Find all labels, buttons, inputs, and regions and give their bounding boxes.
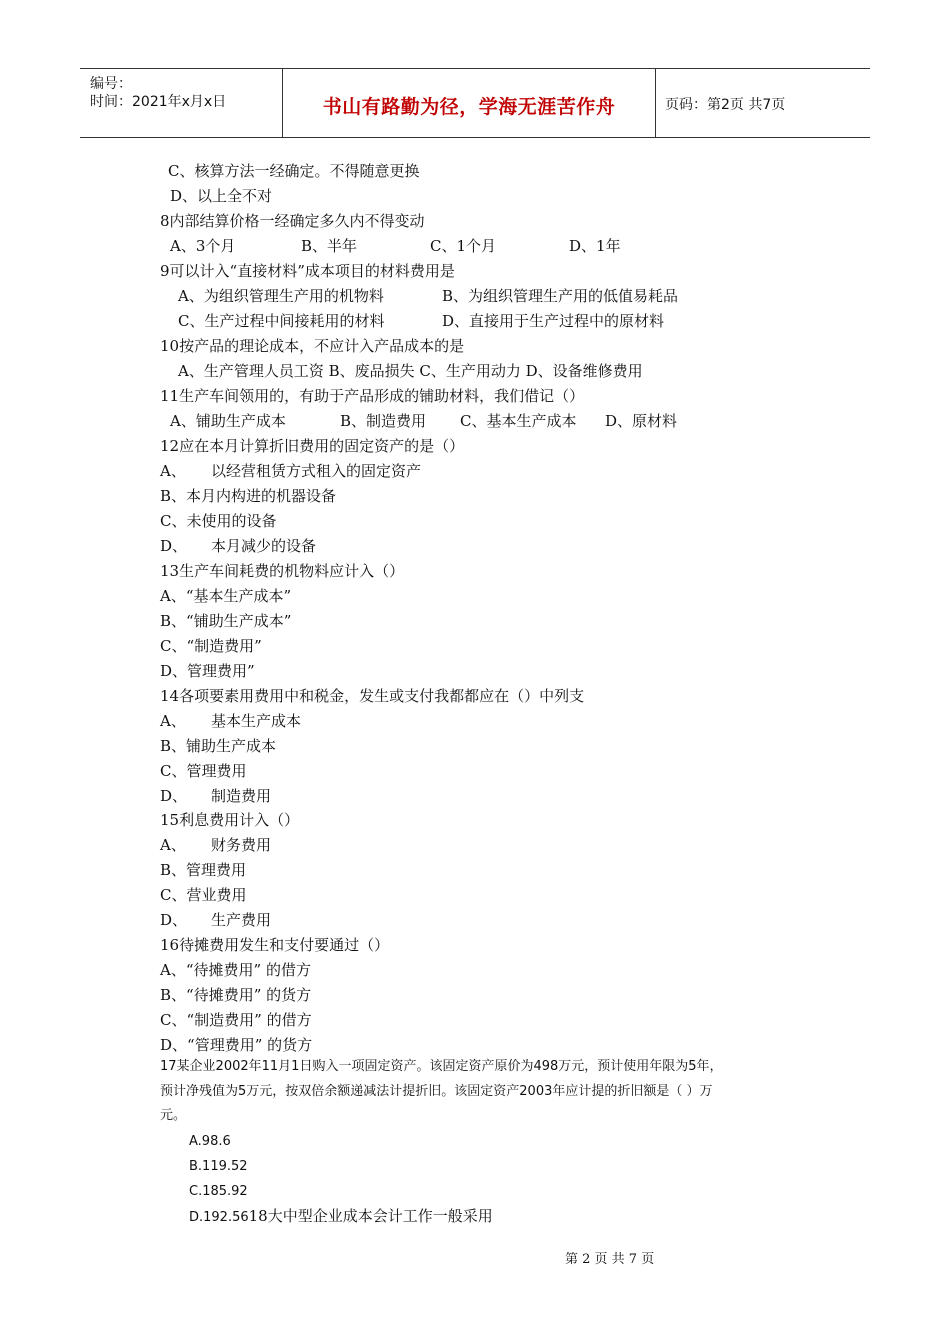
option: A、“基本生产成本” <box>160 587 292 605</box>
question-11: 11生产车间领用的，有助于产品形成的铺助材料，我们借记（） <box>160 387 585 405</box>
question-18: 18大中型企业成本会计工作一般采用 <box>248 1207 493 1225</box>
option: B、制造费用 <box>340 412 427 430</box>
question-14: 14各项要素用费用中和税金，发生或支付我都都应在（）中列支 <box>160 687 585 705</box>
option-letter: D、 <box>160 911 188 929</box>
text-line: C、核算方法一经确定。不得随意更换 <box>168 162 420 180</box>
header-right-cell <box>655 69 870 137</box>
option-text: 以经营租赁方式租入的固定资产 <box>211 462 422 480</box>
option: B、铺助生产成本 <box>160 737 277 755</box>
option-with-question-18 <box>189 1206 493 1228</box>
option: C、1个月 <box>430 237 497 255</box>
option: A、铺助生产成本 <box>170 412 286 430</box>
option: D.192.56 <box>189 1210 249 1225</box>
option-line <box>301 236 357 256</box>
option-line <box>170 236 235 256</box>
option: D、1年 <box>569 237 621 255</box>
option: B、管理费用 <box>160 861 247 879</box>
option-line <box>430 236 496 256</box>
option: B、本月内构进的机器设备 <box>160 487 337 505</box>
option: A、3个月 <box>170 237 236 255</box>
page-header <box>80 68 870 138</box>
header-motto-cell <box>282 69 656 137</box>
question-17-line-3: 元。 <box>160 1108 187 1123</box>
page-footer: 第 2 页 共 7 页 <box>565 1252 655 1267</box>
option-text: 制造费用 <box>211 787 272 805</box>
option: A、“待摊费用” 的借方 <box>160 961 311 979</box>
option: D、直接用于生产过程中的原材料 <box>442 312 665 330</box>
question-9: 9可以计入“直接材料”成本项目的材料费用是 <box>160 262 455 280</box>
motto-text: 书山有路勤为径，学海无涯苦作舟 <box>322 96 616 118</box>
page-info: 页码：第2页 共7页 <box>665 97 786 113</box>
option: C、“制造费用” 的借方 <box>160 1011 312 1029</box>
question-8: 8内部结算价格一经确定多久内不得变动 <box>160 212 425 230</box>
question-10: 10按产品的理论成本，不应计入产品成本的是 <box>160 337 465 355</box>
option-letter: A、 <box>160 836 186 854</box>
option: C、基本生产成本 <box>460 412 577 430</box>
question-15: 15利息费用计入（） <box>160 811 300 829</box>
option: B、“待摊费用” 的货方 <box>160 986 312 1004</box>
date-label: 时间：2021年x月x日 <box>90 94 227 110</box>
option-line <box>569 236 621 256</box>
option: C、营业费用 <box>160 886 247 904</box>
option-line: A、生产管理人员工资 B、废品损失 C、生产用动力 D、设备维修费用 <box>178 362 643 380</box>
option-text: 财务费用 <box>211 836 272 854</box>
option-text: 本月减少的设备 <box>211 537 317 555</box>
option: B、半年 <box>301 237 358 255</box>
serial-label: 编号： <box>90 76 132 92</box>
option: C.185.92 <box>189 1184 248 1199</box>
option: D、原材料 <box>605 412 678 430</box>
option: A、为组织管理生产用的机物料 <box>178 287 384 305</box>
option-letter: A、 <box>160 462 186 480</box>
question-13: 13生产车间耗费的机物料应计入（） <box>160 562 405 580</box>
option: D、“管理费用” 的货方 <box>160 1036 313 1054</box>
option: B、“铺助生产成本” <box>160 612 292 630</box>
header-left-cell <box>80 69 282 137</box>
option-letter: D、 <box>160 537 188 555</box>
option: B.119.52 <box>189 1159 248 1174</box>
option-letter: D、 <box>160 787 188 805</box>
question-17-line-2: 预计净残值为5万元，按双倍余额递减法计提折旧。该固定资产2003年应计提的折旧额是（ ）万 <box>160 1084 713 1099</box>
question-16: 16待摊费用发生和支付要通过（） <box>160 936 390 954</box>
option-text: 基本生产成本 <box>211 712 302 730</box>
option: D、管理费用” <box>160 662 255 680</box>
option: C、未使用的设备 <box>160 512 277 530</box>
option: C、生产过程中间接耗用的材料 <box>178 312 385 330</box>
option: C、“制造费用” <box>160 637 262 655</box>
option-text: 生产费用 <box>211 911 272 929</box>
question-17-line-1: 17某企业2002年11月1日购入一项固定资产。该固定资产原价为498万元，预计使用年限为5年， <box>160 1059 723 1074</box>
question-12: 12应在本月计算折旧费用的固定资产的是（） <box>160 437 465 455</box>
option: A.98.6 <box>189 1134 231 1149</box>
option: C、管理费用 <box>160 762 247 780</box>
text-line: D、以上全不对 <box>170 187 273 205</box>
option-letter: A、 <box>160 712 186 730</box>
option: B、为组织管理生产用的低值易耗品 <box>442 287 679 305</box>
